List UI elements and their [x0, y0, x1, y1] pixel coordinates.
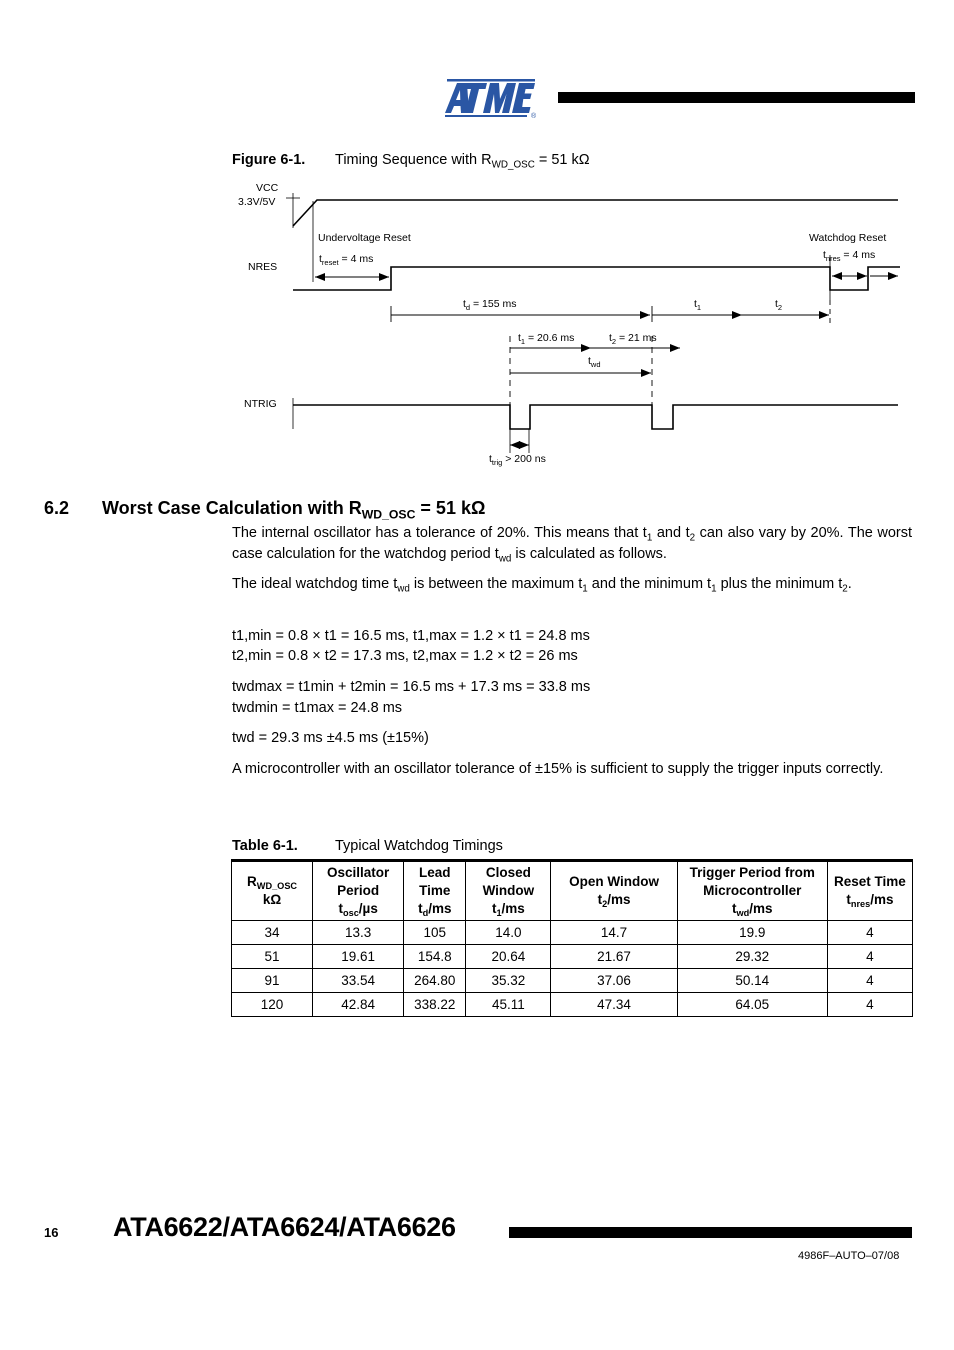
table-cell: 21.67: [551, 945, 677, 969]
equation-5: twd = 29.3 ms ±4.5 ms (±15%): [232, 730, 429, 746]
vcc-level-label: 3.3V/5V: [238, 196, 276, 208]
t1-value-annotation: $t_1 = 20.6$ ms: [518, 332, 575, 346]
figure-title-sub: WD_OSC: [491, 159, 535, 171]
table-header-row: [232, 861, 913, 921]
figure-label: Figure 6-1.: [232, 152, 306, 168]
paragraph-2: The ideal watchdog time $t_{wd}$ is between the maximum $t_1$ and the minimum $t_1$ plus the minimum $t_2$.: [232, 576, 852, 595]
table-cell: 20.64: [466, 945, 551, 969]
table-cell: 19.9: [677, 921, 827, 945]
tnres-annotation: $t_{nres} = 4$ ms: [823, 249, 876, 263]
twd-annotation: $t_{wd}$: [588, 355, 601, 369]
table-cell: 33.54: [313, 969, 404, 993]
table-label: Table 6-1.: [232, 838, 298, 854]
ntrig-waveform: [293, 398, 898, 429]
table-cell: 51: [232, 945, 313, 969]
table-cell: 4: [827, 945, 912, 969]
table-cell: 14.0: [466, 921, 551, 945]
table-cell: 47.34: [551, 993, 677, 1017]
footer-bar: [509, 1227, 912, 1238]
ttrig-annotation: $t_{trig} > 200$ ns: [489, 453, 546, 467]
col-header-open-window: Open Window $t_2/ms$: [551, 861, 677, 921]
table-cell: 4: [827, 993, 912, 1017]
nres-label: NRES: [248, 261, 278, 273]
vcc-label: VCC: [256, 182, 279, 194]
table-cell: 34: [232, 921, 313, 945]
figure-title-prefix: Timing Sequence with R: [335, 152, 492, 168]
table-title: Typical Watchdog Timings: [335, 838, 503, 854]
col-header-trigger-period: Trigger Period from Microcontroller $t_{wd}/ms$: [677, 861, 827, 921]
table-cell: 45.11: [466, 993, 551, 1017]
vcc-waveform: [286, 193, 898, 228]
header-bar: [558, 92, 915, 103]
t2-value-annotation: $t_2 = 21$ ms: [609, 332, 657, 346]
col-header-reset-time: Reset Time $t_{nres}/ms$: [827, 861, 912, 921]
table-cell: 154.8: [404, 945, 466, 969]
undervoltage-reset-label: Undervoltage Reset: [318, 232, 411, 244]
table-cell: 4: [827, 921, 912, 945]
col-header-closed-window: Closed Window $t_1/ms$: [466, 861, 551, 921]
table-cell: 42.84: [313, 993, 404, 1017]
document-reference: 4986F–AUTO–07/08: [798, 1250, 900, 1262]
figure-title-suffix: = 51 kΩ: [534, 152, 590, 168]
col-header-oscillator-period: Oscillator Period $t_{osc}/\mu s$: [313, 861, 404, 921]
t1-annotation: $t_1$: [694, 298, 702, 312]
page-number: 16: [44, 1225, 59, 1240]
table-row: [232, 993, 913, 1017]
section-title-suffix: = 51 kΩ: [415, 498, 486, 518]
section-number: 6.2: [44, 498, 70, 518]
t2-annotation: $t_2$: [775, 298, 783, 312]
equation-1: t1,min = 0.8 × t1 = 16.5 ms, t1,max = 1.2 × t1 = 24.8 ms: [232, 628, 590, 644]
table-cell: 338.22: [404, 993, 466, 1017]
col-header-rwdosc: $R_{WD\_OSC}$ kΩ: [232, 861, 313, 921]
table-cell: 37.06: [551, 969, 677, 993]
paragraph-3: A microcontroller with an oscillator tolerance of ±15% is sufficient to supply the trigger inputs correctly.: [232, 761, 884, 777]
section-heading: [44, 498, 486, 522]
timing-diagram: [228, 175, 918, 475]
table-row: [232, 921, 913, 945]
table-cell: 29.32: [677, 945, 827, 969]
table-caption: [232, 838, 503, 854]
registered-mark: ®: [531, 113, 537, 119]
nres-waveform: [293, 201, 900, 300]
paragraph-1: The internal oscillator has a tolerance of 20%. This means that $t_1$ and $t_2$ can also vary by 20%. The worst case calculation for the watchdog period $t_{wd}$ is calculated as follows.: [232, 525, 913, 565]
atmel-logo: [443, 77, 539, 119]
equation-3: twdmax = t1min + t2min = 16.5 ms + 17.3 ms = 33.8 ms: [232, 679, 591, 695]
table-cell: 13.3: [313, 921, 404, 945]
section-title-prefix: Worst Case Calculation with R: [102, 498, 362, 518]
table-cell: 120: [232, 993, 313, 1017]
table-cell: 264.80: [404, 969, 466, 993]
table-cell: 91: [232, 969, 313, 993]
figure-caption: [232, 152, 590, 171]
td-annotation: $t_d = 155$ ms: [463, 298, 517, 312]
equation-2: t2,min = 0.8 × t2 = 17.3 ms, t2,max = 1.2 × t2 = 26 ms: [232, 648, 578, 664]
table-cell: 105: [404, 921, 466, 945]
table-cell: 4: [827, 969, 912, 993]
document-title: ATA6622/ATA6624/ATA6626: [113, 1212, 456, 1242]
table-cell: 19.61: [313, 945, 404, 969]
table-cell: 14.7: [551, 921, 677, 945]
equation-4: twdmin = t1max = 24.8 ms: [232, 700, 403, 716]
table-row: [232, 969, 913, 993]
table-cell: 50.14: [677, 969, 827, 993]
ntrig-label: NTRIG: [244, 398, 277, 410]
treset-annotation: $t_{reset} = 4$ ms: [319, 253, 374, 267]
watchdog-timings-table: [231, 859, 913, 1017]
section-title-sub: WD_OSC: [361, 507, 416, 522]
table-cell: 35.32: [466, 969, 551, 993]
watchdog-reset-label: Watchdog Reset: [809, 232, 887, 244]
table-cell: 64.05: [677, 993, 827, 1017]
table-row: [232, 945, 913, 969]
col-header-lead-time: Lead Time $t_d/ms$: [404, 861, 466, 921]
